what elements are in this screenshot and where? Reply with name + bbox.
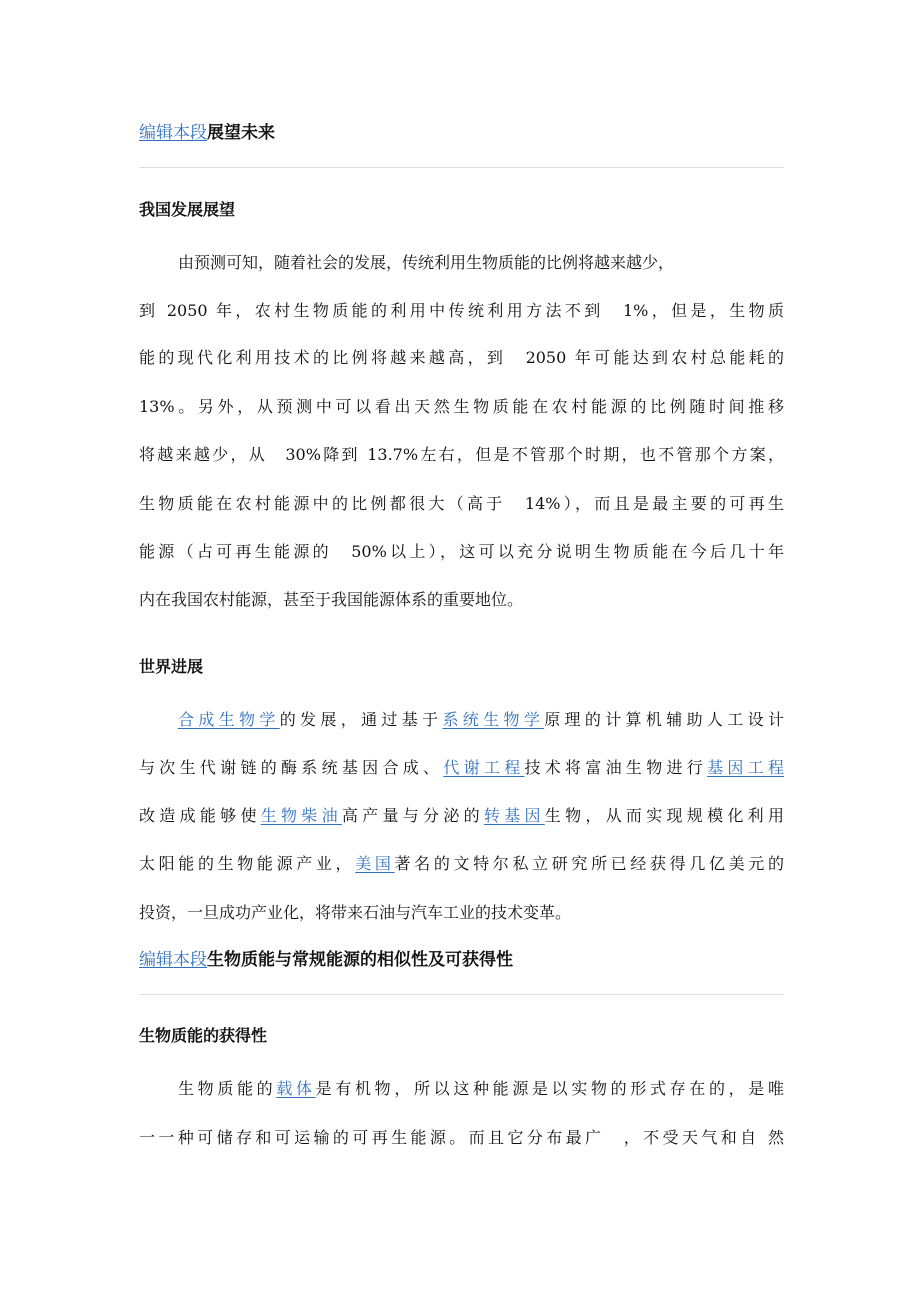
text-run: 与次生代谢链的酶系统基因合成、 — [139, 758, 444, 777]
subheading-availability: 生物质能的获得性 — [139, 1026, 268, 1045]
text-run: 是有机物，所以这种能源是以实物的形式存在的，是唯 — [315, 1079, 784, 1098]
text-run: 生物质能的 — [178, 1079, 277, 1098]
link-metabolic-engineering[interactable]: 代谢工程 — [443, 758, 525, 777]
paragraph-line: 一一种可储存和可运输的可再生能源。而且它分布最广 ，不受天气和自 然 — [139, 1128, 784, 1147]
paragraph-line: 能的现代化利用技术的比例将越来越高，到 2050 年可能达到农村总能耗的 — [139, 348, 784, 367]
link-systems-biology[interactable]: 系统生物学 — [442, 710, 545, 729]
paragraph-line: 内在我国农村能源，甚至于我国能源体系的重要地位。 — [139, 590, 524, 609]
paragraph-line — [178, 1077, 784, 1101]
paragraph-line — [139, 852, 784, 876]
section-header-outlook — [139, 121, 784, 145]
link-genetic-engineering[interactable]: 基因工程 — [707, 758, 784, 777]
paragraph-line: 生物质能在农村能源中的比例都很大（高于 14%），而且是最主要的可再生 — [139, 494, 784, 513]
text-run: 太阳能的生物能源产业， — [139, 854, 356, 873]
text-run: 生物，从而实现规模化利用 — [544, 806, 784, 825]
edit-section-link[interactable]: 编辑本段 — [139, 123, 207, 143]
text-run: 的发展，通过基于 — [279, 710, 443, 729]
paragraph-line: 13%。另外，从预测中可以看出天然生物质能在农村能源的比例随时间推移 — [139, 397, 784, 416]
paragraph-line: 能源（占可再生能源的 50%以上），这可以充分说明生物质能在今后几十年 — [139, 542, 784, 561]
paragraph-line: 投资，一旦成功产业化，将带来石油与汽车工业的技术变革。 — [139, 903, 572, 922]
paragraph-line: 将越来越少，从 30%降到 13.7%左右，但是不管那个时期，也不管那个方案， — [139, 445, 784, 464]
subheading-china-outlook: 我国发展展望 — [139, 200, 236, 219]
section-divider — [139, 167, 784, 168]
paragraph-line — [139, 756, 784, 780]
link-synthetic-biology[interactable]: 合成生物学 — [178, 710, 280, 729]
link-usa[interactable]: 美国 — [355, 854, 395, 873]
paragraph-line: 到 2050 年，农村生物质能的利用中传统利用方法不到 1%，但是，生物质 — [139, 301, 784, 320]
link-transgenic[interactable]: 转基因 — [483, 806, 545, 825]
subheading-world-progress: 世界进展 — [139, 657, 204, 676]
section-header-similarity — [139, 948, 784, 972]
section-divider — [139, 994, 784, 995]
paragraph-line — [139, 804, 784, 828]
text-run: 改造成能够使 — [139, 806, 261, 825]
section-title: 生物质能与常规能源的相似性及可获得性 — [207, 950, 513, 970]
text-run: 原理的计算机辅助人工设计 — [544, 710, 784, 729]
link-carrier[interactable]: 载体 — [276, 1079, 316, 1098]
text-run: 技术将富油生物进行 — [524, 758, 708, 777]
link-biodiesel[interactable]: 生物柴油 — [260, 806, 342, 825]
paragraph-line — [178, 708, 784, 732]
section-title: 展望未来 — [207, 123, 275, 143]
text-run: 高产量与分泌的 — [341, 806, 484, 825]
text-run: 著名的文特尔私立研究所已经获得几亿美元的 — [394, 854, 784, 873]
edit-section-link[interactable]: 编辑本段 — [139, 950, 207, 970]
paragraph-line: 由预测可知，随着社会的发展，传统利用生物质能的比例将越来越少， — [178, 253, 675, 272]
